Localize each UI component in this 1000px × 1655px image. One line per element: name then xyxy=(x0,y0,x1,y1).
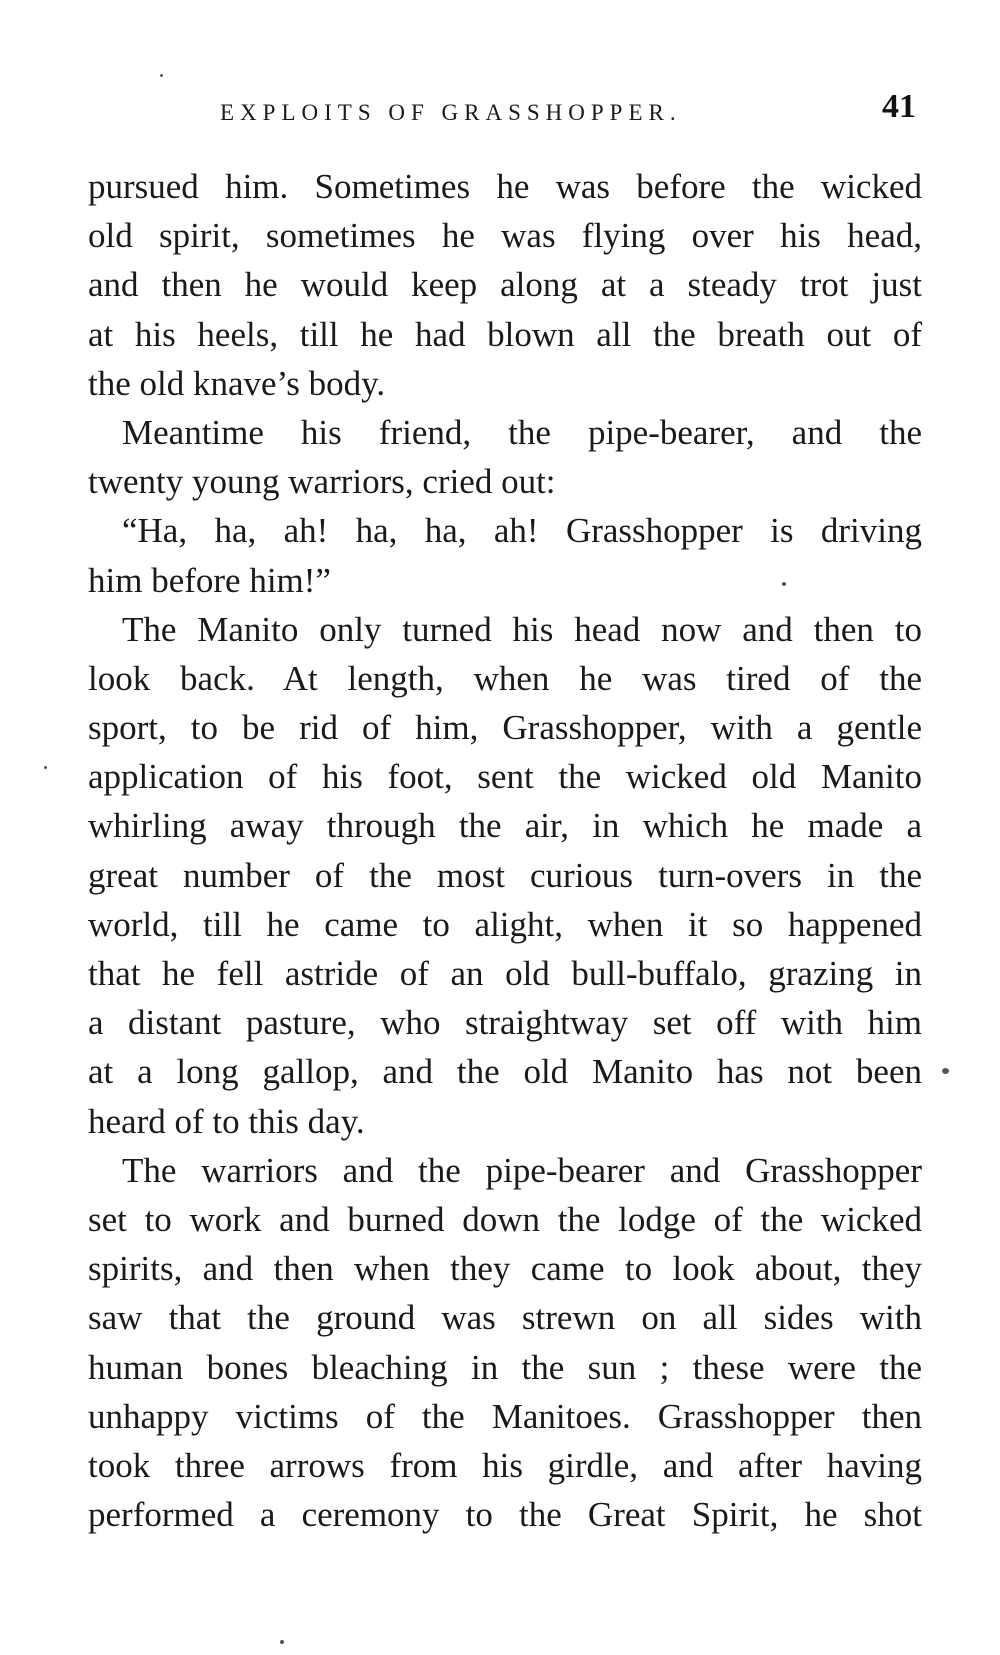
text-line: look back. At length, when he was tired of the xyxy=(88,658,922,698)
text-line: The Manito only turned his head now and then to xyxy=(122,609,922,649)
text-line: him before him!” xyxy=(88,560,331,600)
text-line: old spirit, sometimes he was flying over his head, xyxy=(88,216,922,256)
text-line: that he fell astride of an old bull-buffalo, grazing in xyxy=(88,954,922,993)
text-line: saw that the ground was strewn on all sides with xyxy=(88,1298,922,1338)
text-line: Meantime his friend, the pipe-bearer, and the xyxy=(122,412,922,452)
running-title: EXPLOITS OF GRASSHOPPER. xyxy=(220,100,682,125)
text-line: performed a ceremony to the Great Spirit, he shot xyxy=(88,1495,922,1535)
text-line: a distant pasture, who straightway set off with him xyxy=(88,1003,922,1043)
text-line: great number of the most curious turn-overs in the xyxy=(88,855,922,895)
text-line: world, till he came to alight, when it so happened xyxy=(88,904,922,944)
text-line: sport, to be rid of him, Grasshopper, with a gentle xyxy=(88,708,922,748)
text-line: took three arrows from his girdle, and after having xyxy=(88,1445,922,1485)
text-body xyxy=(88,162,922,1539)
text-line: unhappy victims of the Manitoes. Grasshopper then xyxy=(88,1396,922,1436)
text-line: pursued him. Sometimes he was before the wicked xyxy=(88,167,922,206)
text-line: twenty young warriors, cried out: xyxy=(88,462,556,502)
text-line: spirits, and then when they came to look about, they xyxy=(88,1249,922,1289)
text-line: The warriors and the pipe-bearer and Grasshopper xyxy=(122,1150,922,1190)
text-line: whirling away through the air, in which he made a xyxy=(88,806,922,846)
scan-speck xyxy=(942,1068,949,1074)
running-head xyxy=(88,88,922,132)
scan-speck xyxy=(160,74,163,77)
scan-speck xyxy=(44,766,47,769)
scan-speck xyxy=(782,582,786,586)
text-line: the old knave’s body. xyxy=(88,363,386,403)
text-line: at a long gallop, and the old Manito has not been xyxy=(88,1052,922,1092)
scan-speck xyxy=(280,1640,284,1644)
text-line: set to work and burned down the lodge of the wicked xyxy=(88,1199,922,1239)
text-line: at his heels, till he had blown all the breath out of xyxy=(88,314,922,354)
text-line: heard of to this day. xyxy=(88,1101,365,1141)
text-line: “Ha, ha, ah! ha, ha, ah! Grasshopper is driving xyxy=(122,511,922,551)
page-number: 41 xyxy=(882,88,916,125)
text-line: human bones bleaching in the sun ; these were the xyxy=(88,1347,922,1387)
text-line: application of his foot, sent the wicked old Manito xyxy=(88,757,922,797)
text-line: and then he would keep along at a steady trot just xyxy=(88,265,922,305)
